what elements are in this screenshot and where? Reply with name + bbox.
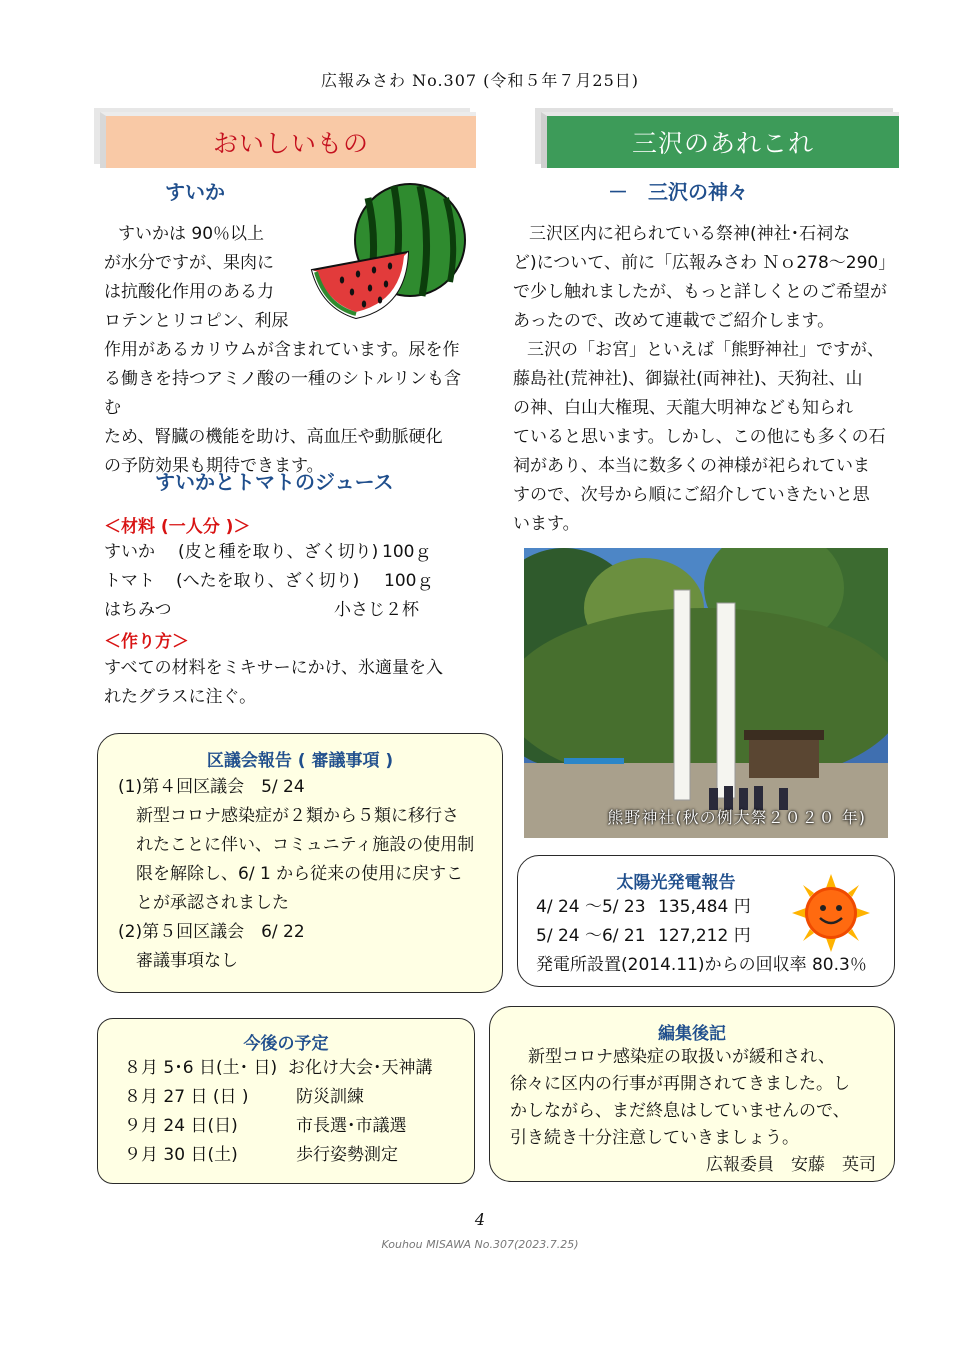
suika-line: ため、腎臓の機能を助け、高血圧や動脈硬化 (104, 427, 443, 447)
section-banner-misawa: 三沢のあれこれ (541, 112, 899, 168)
schedule-date: ９月 30 日(土) (124, 1145, 238, 1165)
suika-line: ロテンとリコピン、利尿 (104, 311, 289, 331)
suika-line: すいかは 90％以上 (118, 224, 265, 244)
kumano-shrine-photo (524, 548, 888, 838)
kamigami-line: で少し触れましたが、もっと詳しくとのご希望が (513, 282, 887, 302)
solar-note: 発電所設置(2014.11)からの回収率 80.3％ (536, 955, 867, 975)
solar-report-title: 太陽光発電報告 (616, 873, 736, 893)
kamigami-line: ていると思います。しかし、この他にも多くの石 (513, 427, 886, 447)
method-line: れたグラスに注ぐ。 (104, 687, 257, 707)
suika-article (104, 220, 476, 481)
schedule-event: 歩行姿勢測定 (296, 1145, 398, 1165)
council-line: れたことに伴い、コミュニティ施設の使用制 (136, 835, 475, 855)
ingredient-name: すいか (104, 542, 155, 562)
schedule-row (124, 1083, 474, 1112)
editor-line: 徐々に区内の行事が再開されてきました。し (510, 1074, 850, 1094)
council-line: 審議事項なし (136, 951, 238, 971)
kamigami-line: 祠があり、本当に数多くの神様が祀られていま (513, 456, 870, 476)
editor-line: かしながら、まだ終息はしていませんので、 (510, 1101, 850, 1121)
council-item-head: (2)第５回区議会 6/ 22 (118, 922, 305, 942)
schedule-date: ８月 27 日 (日 ) (124, 1087, 249, 1107)
footer-issue: Kouhou MISAWA No.307(2023.7.25) (381, 1238, 579, 1251)
schedule-event: 防災訓練 (296, 1087, 364, 1107)
council-item-body (118, 802, 502, 918)
suika-line: 作用があるカリウムが含まれています。尿を作 (104, 340, 460, 360)
suika-heading: すいか (165, 180, 225, 204)
kamigami-line: すので、次号から順にご紹介していきたいと思 (513, 485, 870, 505)
method-line: すべての材料をミキサーにかけ、氷適量を入 (104, 658, 443, 678)
method-heading: ＜作り方＞ (104, 632, 189, 652)
solar-amount: 127,212 円 (658, 926, 751, 946)
ingredient-amount: 100ｇ (382, 542, 432, 562)
sun-icon (792, 874, 870, 952)
page-number: 4 (474, 1210, 486, 1229)
kamigami-line: 三沢区内に祀られている祭神(神社･石祠な (529, 224, 851, 244)
suika-line: る働きを持つアミノ酸の一種のシトルリンも含む (104, 369, 461, 418)
suika-line: が水分ですが、果肉に (104, 253, 274, 273)
editor-line: 新型コロナ感染症の取扱いが緩和され、 (528, 1047, 836, 1067)
ingredient-name: トマト (104, 571, 155, 591)
photo-caption: 熊野神社(秋の例大祭２０２０ 年) (607, 808, 866, 827)
schedule-row (124, 1112, 474, 1141)
kamigami-line: 藤島社(荒神社)、御嶽社(両神社)、天狗社、山 (513, 369, 863, 389)
editor-signature: 広報委員 安藤 英司 (706, 1155, 876, 1175)
kamigami-line: います。 (513, 514, 580, 534)
kamigami-line: 三沢の「お宮」といえば「熊野神社」ですが、 (527, 340, 884, 360)
ingredient-amount: 小さじ２杯 (334, 600, 419, 620)
kamigami-heading: － 三沢の神々 (608, 180, 748, 204)
kamigami-line: あったので、改めて連載でご紹介します。 (513, 311, 835, 331)
council-item-head: (1)第４回区議会 5/ 24 (118, 777, 305, 797)
schedule-date: ９月 24 日(日) (124, 1116, 238, 1136)
section-banner-oishii: おいしいもの (100, 112, 476, 168)
ingredient-amount: 100ｇ (384, 571, 434, 591)
kamigami-line: ど)について、前に「広報みさわ Ｎｏ278～290」 (513, 253, 896, 273)
kamigami-line: の神、白山大権現、天龍大明神なども知られ (513, 398, 853, 418)
schedule-list (124, 1054, 474, 1170)
shrine-illustration (524, 548, 888, 838)
method-text (104, 654, 476, 712)
schedule-title: 今後の予定 (243, 1034, 329, 1054)
solar-period: 4/ 24 ～5/ 23 (536, 897, 646, 917)
schedule-row (124, 1141, 474, 1170)
schedule-event: 市長選･市議選 (296, 1116, 407, 1136)
council-report-box (97, 733, 503, 993)
ingredient-name: はちみつ (104, 600, 172, 620)
ingredient-row (104, 538, 476, 567)
editor-note-text (510, 1044, 894, 1179)
ingredients-heading: ＜材料 (一人分 )＞ (104, 517, 251, 537)
council-line: とが承認されました (136, 893, 289, 913)
editor-note-title: 編集後記 (658, 1024, 726, 1044)
ingredient-list (104, 538, 476, 625)
council-line: 新型コロナ感染症が２類から５類に移行さ (136, 806, 459, 826)
editor-note-box (489, 1006, 895, 1182)
solar-amount: 135,484 円 (658, 897, 751, 917)
suika-line: は抗酸化作用のある力 (104, 282, 274, 302)
council-report-content (118, 773, 502, 976)
editor-line: 引き続き十分注意していきましょう。 (510, 1128, 799, 1148)
schedule-box (97, 1018, 475, 1184)
suika-line: の予防効果も期待できます。 (104, 456, 324, 476)
ingredient-row (104, 596, 476, 625)
kamigami-article (513, 220, 896, 539)
solar-report-box (517, 855, 895, 987)
ingredient-note: (皮と種を取り、ざく切り) (178, 542, 379, 562)
ingredient-note: (へたを取り、ざく切り) (176, 571, 360, 591)
schedule-date: ８月 5･6 日(土･ 日) (124, 1058, 278, 1078)
schedule-row (124, 1054, 474, 1083)
council-report-title: 区議会報告 ( 審議事項 ) (206, 751, 394, 771)
schedule-event: お化け大会･天神講 (288, 1058, 433, 1078)
ingredient-row (104, 567, 476, 596)
newsletter-header: 広報みさわ No.307 (令和５年７月25日) (321, 71, 639, 90)
solar-period: 5/ 24 ～6/ 21 (536, 926, 646, 946)
juice-heading: すいかとトマトのジュース (155, 470, 394, 494)
council-line: 限を解除し、6/ 1 から従来の使用に戻すこ (136, 864, 464, 884)
